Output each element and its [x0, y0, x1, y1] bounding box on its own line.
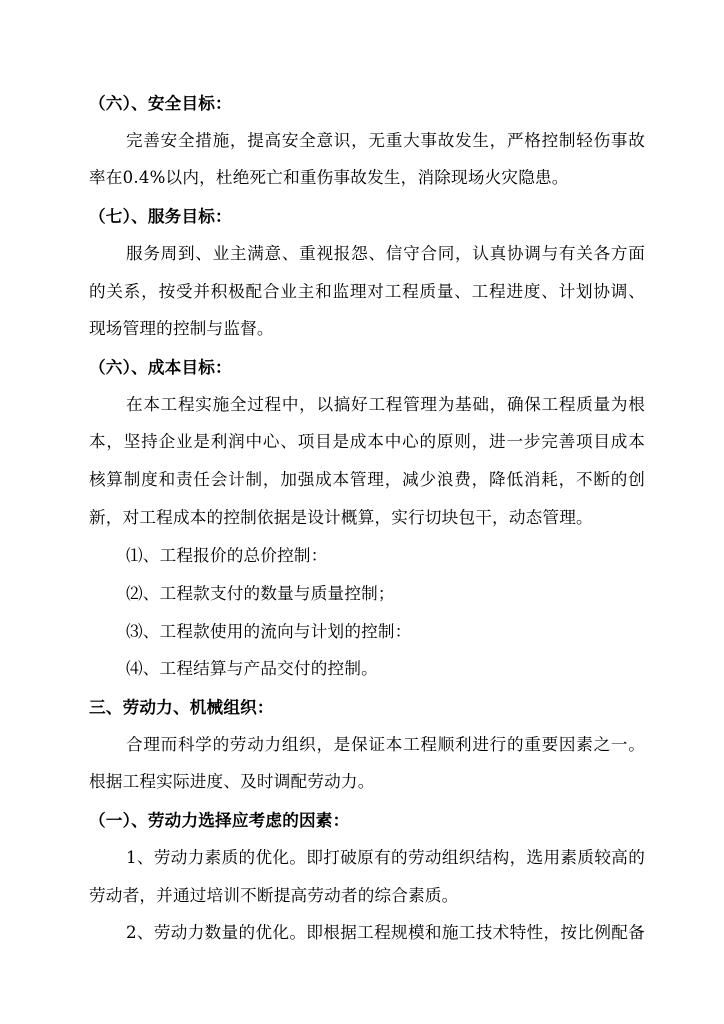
paragraph-line: 根据工程实际进度、及时调配劳动力。: [89, 772, 375, 791]
paragraph-line: 本，坚持企业是利润中心、项目是成本中心的原则，进一步完善项目成本: [89, 432, 645, 451]
paragraph-line: 现场管理的控制与监督。: [89, 319, 274, 338]
heading-labor-machinery: 三、劳动力、机械组织：: [89, 697, 274, 717]
list-item: ⑶、工程款使用的流向与计划的控制：: [126, 622, 412, 641]
paragraph-line: 新，对工程成本的控制依据是设计概算，实行切块包干，动态管理。: [89, 508, 593, 527]
paragraph-line: 服务周到、业主满意、重视报怨、信守合同，认真协调与有关各方面: [126, 244, 645, 263]
paragraph-line: 率在0.4%以内，杜绝死亡和重伤事故发生，消除现场火灾隐患。: [89, 168, 569, 187]
paragraph-line: 2、劳动力数量的优化。即根据工程规模和施工技术特性，按比例配备: [126, 923, 645, 942]
heading-labor-factors: （一）、劳动力选择应考虑的因素：: [89, 810, 350, 830]
paragraph-line: 核算制度和责任会计制，加强成本管理，减少浪费，降低消耗，不断的创: [89, 470, 645, 489]
heading-service-goal: （七）、服务目标：: [89, 206, 232, 226]
list-item: ⑵、工程款支付的数量与质量控制；: [126, 584, 395, 603]
heading-cost-goal: （六）、成本目标：: [89, 357, 232, 377]
list-item: ⑷、工程结算与产品交付的控制。: [126, 659, 378, 678]
list-item: ⑴、工程报价的总价控制：: [126, 546, 328, 565]
heading-safety-goal: （六）、安全目标：: [89, 93, 232, 113]
paragraph-line: 的关系，按受并积极配合业主和监理对工程质量、工程进度、计划协调、: [89, 282, 645, 301]
paragraph-line: 劳动者，并通过培训不断提高劳动者的综合素质。: [89, 886, 459, 905]
paragraph-line: 合理而科学的劳动力组织，是保证本工程顺利进行的重要因素之一。: [126, 735, 645, 754]
paragraph-line: 完善安全措施，提高安全意识，无重大事故发生，严格控制轻伤事故: [126, 131, 645, 150]
paragraph-line: 在本工程实施全过程中，以搞好工程管理为基础，确保工程质量为根: [126, 395, 645, 414]
paragraph-line: 1、劳动力素质的优化。即打破原有的劳动组织结构，选用素质较高的: [126, 848, 645, 867]
